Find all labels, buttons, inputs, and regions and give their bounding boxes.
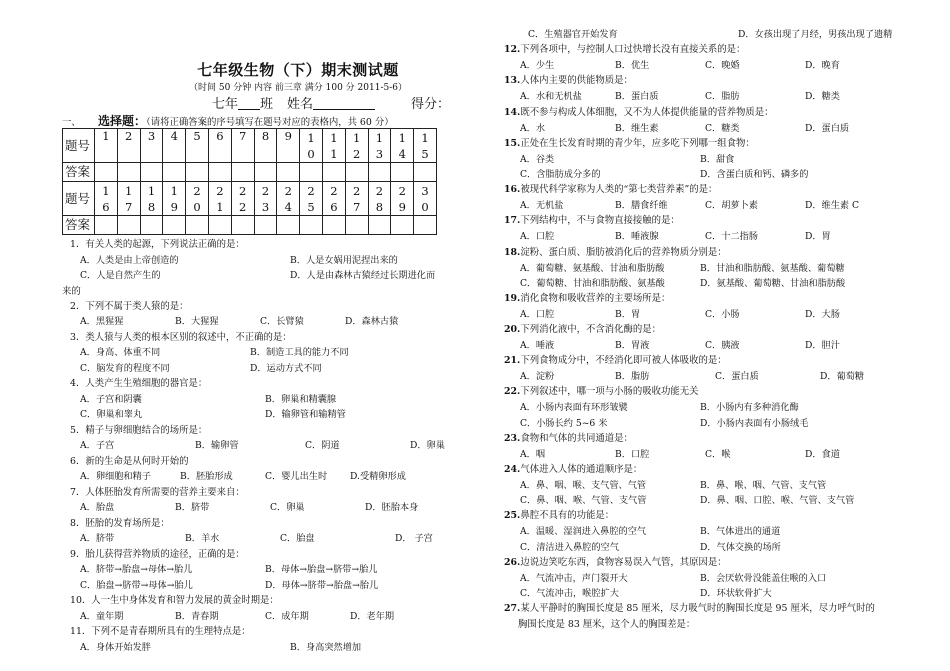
class-blank[interactable] (238, 97, 260, 110)
answer-option: D．维生素 C (805, 200, 860, 212)
question-number: 18. (504, 246, 521, 258)
question-options (62, 345, 474, 361)
answer-option: D．老年期 (350, 610, 395, 622)
question-stem: 10．人一生中身体发育和智力发展的黄金时期是： (70, 595, 279, 606)
question-number-cell: 3 (140, 129, 163, 163)
answer-option: B．胚胎形成 (180, 471, 233, 482)
question-number: 22. (504, 386, 521, 398)
question-stem (504, 136, 896, 152)
answer-cell[interactable] (414, 216, 437, 235)
answer-option: B．优生 (615, 60, 650, 72)
answer-option: D．输卵管和输精管 (265, 409, 346, 420)
answer-option: B．羊水 (185, 533, 220, 544)
answer-option: A．葡萄糖、氨基酸、甘油和脂肪酸 (520, 262, 665, 274)
question-text: 气体进入人体的通道顺序是： (520, 464, 643, 475)
question-options (62, 407, 474, 423)
question-number-cell: 9 (277, 129, 300, 163)
question-number-cell: 5 (186, 129, 209, 163)
answer-option: B．脂肪 (615, 371, 650, 383)
answer-cell[interactable] (391, 163, 414, 182)
question-options (62, 361, 474, 377)
question-number: 27. (504, 603, 521, 615)
answer-option: D．糖类 (805, 91, 840, 103)
question-stem: 6．新的生命是从何时开始的 (70, 455, 189, 467)
question-options (504, 167, 896, 182)
answer-cell[interactable] (368, 163, 391, 182)
question-number: 20. (504, 324, 521, 336)
answer-option: C．人是自然产生的 (80, 270, 161, 281)
score-label: 得分： (411, 97, 451, 112)
class-suffix: 班 (260, 97, 274, 112)
question-options (62, 500, 474, 516)
answer-option: A．小肠内表面有环形皱襞 (520, 402, 628, 414)
question-text: 下列食物成分中，不经消化即可被人体吸收的是： (520, 355, 727, 367)
question-number-cell: 2 8 (368, 182, 391, 216)
answer-option: B．小肠内有多种消化酶 (700, 402, 799, 414)
answer-cell[interactable] (208, 216, 231, 235)
question-number-cell: 2 (117, 129, 140, 163)
answer-option: A．子宫 (80, 440, 115, 451)
answer-option: A．胎盘 (80, 502, 115, 513)
question-options (62, 609, 474, 625)
student-info-line (62, 95, 474, 114)
answer-cell[interactable] (300, 163, 323, 182)
question-options (62, 314, 474, 330)
question-options (504, 416, 896, 431)
answer-table (62, 128, 437, 235)
question-number: 26. (504, 556, 521, 568)
answer-option: A．唾液 (520, 340, 555, 352)
answer-option: C．生殖器官开始发育 (528, 29, 618, 40)
question-stem (504, 182, 896, 198)
question-stem: 5．精子与卵细胞结合的场所是： (70, 424, 208, 436)
question-options (504, 478, 896, 493)
section-instruction: （请将正确答案的序号填写在题号对应的表格内，共 60 分） (146, 117, 394, 128)
question-number-cell: 1 8 (140, 182, 163, 216)
question-text: 下列消化液中，不含消化酶的是： (520, 324, 661, 336)
answer-option: B．维生素 (615, 122, 659, 134)
answer-label: 答案 (63, 163, 95, 182)
answer-option: D．鼻、咽、口腔、喉、气管、支气管 (700, 495, 855, 507)
answer-option: A．口腔 (520, 308, 555, 320)
question-options (62, 469, 474, 485)
question-options (504, 198, 896, 213)
question-options (504, 58, 896, 73)
class-prefix: 七年 (212, 97, 239, 112)
question-options (62, 438, 474, 454)
answer-option: D．胆汁 (805, 340, 840, 352)
question-text: 下列结构中，不与食物直接接触的是： (520, 215, 680, 227)
answer-option: C．糖类 (705, 122, 740, 134)
question-stem (504, 322, 896, 338)
answer-option: B．制造工具的能力不同 (250, 347, 349, 358)
answer-option: B．会厌软骨没能盖住喉的入口 (700, 572, 827, 584)
question-number-cell: 1 3 (368, 129, 391, 163)
answer-option: B．脐带 (175, 502, 210, 513)
answer-cell[interactable] (186, 163, 209, 182)
question-options (504, 121, 896, 136)
answer-cell[interactable] (322, 216, 345, 235)
question-number-cell: 2 7 (345, 182, 368, 216)
right-question-list (504, 42, 896, 617)
left-column (62, 58, 474, 655)
question-number-cell: 2 1 (208, 182, 231, 216)
page-title: 七年级生物（下）期末测试题 (197, 61, 399, 79)
answer-option: C．长臂猿 (260, 316, 304, 327)
answer-option: C．成年期 (265, 610, 309, 622)
answer-option: C．卵巢 (270, 502, 305, 513)
answer-option: A．温暖、湿润进入鼻腔的空气 (520, 526, 647, 538)
question-options (504, 307, 896, 322)
answer-cell[interactable] (300, 216, 323, 235)
question-stem (504, 384, 896, 400)
question-text: 下列各项中，与控制人口过快增长没有直接关系的是： (520, 44, 746, 56)
answer-option: B．膳食纤维 (615, 200, 668, 212)
question-number: 17. (504, 215, 521, 227)
question-number: 21. (504, 355, 521, 367)
answer-option: C．气流冲击，喉腔扩大 (520, 587, 619, 599)
answer-cell[interactable] (208, 163, 231, 182)
answer-option: A．气流冲击，声门裂开大 (520, 572, 628, 584)
question-stem: 8．胚胎的发育场所是： (70, 517, 170, 529)
answer-option: D.受精卵形成 (350, 471, 406, 482)
answer-option: A．咽 (520, 448, 546, 460)
answer-cell[interactable] (95, 216, 118, 235)
question-number-cell: 1 7 (117, 182, 140, 216)
question-number: 25. (504, 510, 521, 522)
question-stem: 9．胎儿获得营养物质的途径，正确的是： (70, 548, 245, 560)
answer-option: A．鼻、咽、喉、支气管、气管 (520, 480, 647, 491)
answer-cell[interactable] (277, 163, 300, 182)
answer-cell[interactable] (140, 216, 163, 235)
question-stem (504, 105, 896, 121)
answer-option: A．卵细胞和精子 (80, 471, 151, 482)
answer-option: A．口腔 (520, 231, 555, 243)
answer-option: C．喉 (705, 448, 731, 460)
answer-option: D．胃 (805, 231, 831, 243)
question-stem: 2．下列不属于类人猿的是： (70, 300, 189, 312)
question-number: 12. (504, 44, 521, 56)
answer-option: C．胎盘 (280, 533, 315, 544)
answer-option: A．脐带 (80, 533, 115, 544)
answer-option: B．甜食 (700, 153, 735, 165)
answer-option: C．晚婚 (705, 60, 740, 72)
question-number: 19. (504, 292, 521, 304)
question-text: 边说边笑吃东西，食物容易误入气管，其原因是： (520, 556, 727, 568)
question-number-cell: 1 4 (391, 129, 414, 163)
answer-cell[interactable] (322, 163, 345, 182)
question-options (62, 562, 474, 578)
question-text: 正处在生长发育时期的青少年，应多吃下列哪一组食物： (520, 137, 755, 149)
question-options (62, 253, 474, 269)
question-options (504, 540, 896, 555)
question-number: 13. (504, 75, 521, 87)
answer-cell[interactable] (414, 163, 437, 182)
answer-option: D．晚育 (805, 60, 840, 72)
answer-cell[interactable] (117, 163, 140, 182)
question-options (504, 400, 896, 415)
question-number-label: 题号 (63, 182, 95, 216)
answer-option: A．身体开始发胖 (80, 641, 151, 653)
answer-option: B．甘油和脂肪酸、氨基酸、葡萄糖 (700, 262, 845, 274)
answer-cell[interactable] (345, 216, 368, 235)
question-text: 消化食物和吸收营养的主要场所是： (520, 292, 671, 304)
question-options (504, 338, 896, 353)
answer-option: D．含蛋白质和钙、磷多的 (700, 168, 809, 180)
answer-option: D．小肠内表面有小肠绒毛 (700, 417, 809, 429)
answer-option: C．胎盘→脐带→母体→胎儿 (80, 579, 193, 591)
question-number-cell: 7 (231, 129, 254, 163)
question-options (62, 578, 474, 594)
question-number-cell: 3 0 (414, 182, 437, 216)
question-text: 下列叙述中，哪一项与小肠的吸收功能无关 (520, 386, 699, 398)
question-stem (504, 555, 896, 571)
question-stem (504, 213, 896, 229)
question-stem (504, 353, 896, 369)
answer-option: B．身高突然增加 (290, 641, 362, 653)
answer-option: A．无机盐 (520, 200, 564, 212)
question-options (504, 261, 896, 276)
answer-cell[interactable] (163, 216, 186, 235)
answer-option: B．输卵管 (195, 440, 239, 451)
answer-option: A．少生 (520, 60, 555, 72)
question-stem: 1．有关人类的起源，下列说法正确的是： (70, 239, 245, 250)
answer-option: A．脐带→胎盘→母体→胎儿 (80, 564, 193, 575)
answer-option: B．大猩猩 (175, 316, 219, 327)
answer-option: C．鼻、咽、喉、气管、支气管 (520, 495, 647, 507)
question-stem (504, 245, 896, 261)
answer-option: C．阴道 (305, 440, 340, 451)
answer-option: C．胰液 (705, 340, 740, 352)
answer-option: A．谷类 (520, 153, 555, 165)
question-options (504, 276, 896, 291)
answer-option: C．葡萄糖、甘油和脂肪酸、氨基酸 (520, 277, 665, 289)
answer-option: B．母体→胎盘→脐带→胎儿 (265, 564, 378, 575)
answer-option: C．脂肪 (705, 91, 740, 103)
question-stem (504, 462, 896, 478)
question-number-cell: 8 (254, 129, 277, 163)
question-options (62, 531, 474, 547)
answer-option: D．母体→脐带→胎盘→胎儿 (265, 579, 379, 591)
answer-option: C．十二指肠 (705, 231, 758, 243)
question-number-cell: 1 5 (414, 129, 437, 163)
question-text: 人体内主要的供能物质是： (520, 75, 633, 87)
name-label: 姓名 (287, 97, 314, 112)
answer-option: C．含脂肪成分多的 (520, 168, 601, 180)
answer-option: B．蛋白质 (615, 91, 659, 103)
right-column (504, 27, 896, 632)
question-number-cell: 2 4 (277, 182, 300, 216)
answer-option: B．鼻、喉、咽、气管、支气管 (700, 480, 827, 491)
answer-option: C．清洁进入鼻腔的空气 (520, 541, 619, 553)
answer-option: A．淀粉 (520, 371, 555, 383)
question-stem (504, 508, 896, 524)
answer-option: D．蛋白质 (805, 122, 850, 134)
question-options (62, 268, 474, 284)
answer-option: C．小肠长约 5~6 米 (520, 417, 608, 429)
question-options (504, 152, 896, 167)
answer-option: A．水 (520, 122, 546, 134)
question-text: 既不参与构成人体细胞，又不为人体提供能量的营养物质是： (520, 106, 774, 118)
answer-cell[interactable] (140, 163, 163, 182)
answer-option: B．胃液 (615, 340, 650, 352)
question-text: 鼻腔不具有的功能是： (520, 510, 615, 522)
question-stem: 3．类人猿与人类的根本区别的叙述中，不正确的是： (70, 331, 292, 343)
question-stem: 4．人类产生生殖细胞的器官是： (70, 378, 208, 389)
answer-option: B．胃 (615, 308, 641, 320)
answer-option: B．卵巢和精囊腺 (265, 393, 337, 405)
answer-cell[interactable] (163, 163, 186, 182)
answer-option: D．大肠 (805, 308, 840, 320)
answer-option: B．青春期 (175, 610, 219, 622)
question-stem (504, 431, 896, 447)
answer-option: B．口腔 (615, 448, 650, 460)
question-options (504, 447, 896, 462)
answer-option: B．人是女娲用泥捏出来的 (290, 254, 398, 266)
answer-option: C．蛋白质 (715, 371, 759, 383)
answer-option: B．气体进出的通道 (700, 526, 781, 538)
answer-option: C．胡萝卜素 (705, 200, 758, 212)
answer-option: D．葡萄糖 (820, 371, 865, 383)
answer-option: D．森林古猿 (345, 316, 399, 327)
answer-option: D．胚胎本身 (365, 502, 419, 513)
answer-option: D．人是由森林古猿经过长期进化而 (290, 270, 436, 281)
question-number-cell: 4 (163, 129, 186, 163)
answer-cell[interactable] (277, 216, 300, 235)
question-text: 淀粉、蛋白质、脂肪被消化后的营养物质分别是： (520, 246, 727, 258)
name-blank[interactable] (313, 97, 375, 110)
question-number-cell: 1 1 (322, 129, 345, 163)
answer-option: D．运动方式不同 (250, 362, 322, 374)
answer-option: A．人类是由上帝创造的 (80, 254, 179, 266)
question-stem: 11．下列不是青春期所具有的生理特点是： (70, 626, 251, 637)
answer-option: C．脑发育的程度不同 (80, 362, 170, 374)
question-options (62, 640, 474, 656)
answer-option: D．环状软骨扩大 (700, 587, 772, 599)
answer-option: A．身高、体重不同 (80, 347, 161, 358)
answer-cell[interactable] (254, 163, 277, 182)
question-number-cell: 6 (208, 129, 231, 163)
question-text: 食物和气体的共同通道是： (520, 432, 633, 444)
section-title: 选择题： (98, 114, 147, 128)
answer-cell[interactable] (345, 163, 368, 182)
left-question-list (62, 237, 474, 655)
q11-options-cont (504, 27, 896, 42)
answer-option: D．气体交换的场所 (700, 541, 781, 553)
question-options (504, 89, 896, 104)
question-stem (504, 291, 896, 307)
question-text: 被现代科学家称为人类的“第七类营养素”的是： (520, 184, 718, 196)
question-stem: 7．人体胚胎发育所需要的营养主要来自： (70, 486, 245, 498)
question-number-cell: 1 9 (163, 182, 186, 216)
answer-cell[interactable] (368, 216, 391, 235)
question-number: 24. (504, 464, 521, 475)
question-number-cell: 2 2 (231, 182, 254, 216)
answer-option: A．水和无机盐 (520, 91, 582, 103)
question-text: 某人平静时的胸围长度是 85 厘米，尽力吸气时的胸围长度是 95 厘米，尽力呼气时的 (520, 603, 875, 615)
answer-option: A．子宫和阴囊 (80, 393, 142, 405)
answer-option: D．女孩出现了月经，男孩出现了遗精 (738, 29, 893, 40)
question-number: 15. (504, 137, 521, 149)
question-options (504, 524, 896, 539)
answer-option: A．童年期 (80, 610, 124, 622)
question-number-cell: 1 2 (345, 129, 368, 163)
question-number-cell: 1 0 (300, 129, 323, 163)
question-stem (504, 73, 896, 89)
answer-cell[interactable] (186, 216, 209, 235)
question-options (504, 571, 896, 586)
question-options (504, 493, 896, 508)
question-options (62, 392, 474, 408)
exam-info: （时间 50 分钟 内容 前三章 满分 100 分 2011-5-6） (189, 83, 407, 93)
answer-option: C．婴儿出生时 (265, 471, 328, 482)
q27-continuation: 胸围长度是 83 厘米，这个人的胸围差是： (518, 619, 696, 631)
question-number-cell: 2 5 (300, 182, 323, 216)
question-number-label: 题号 (63, 129, 95, 163)
answer-option: B．唾液腺 (615, 231, 659, 243)
question-number: 16. (504, 184, 521, 196)
question-number: 23. (504, 432, 521, 444)
question-number-cell: 2 3 (254, 182, 277, 216)
answer-label: 答案 (63, 216, 95, 235)
answer-cell[interactable] (95, 163, 118, 182)
answer-option: D． 子宫 (395, 533, 433, 544)
answer-option: D．氨基酸、葡萄糖、甘油和脂肪酸 (700, 277, 846, 289)
question-number-cell: 1 (95, 129, 118, 163)
question-stem (504, 42, 896, 58)
answer-option: C．卵巢和睾丸 (80, 409, 143, 420)
question-options (504, 369, 896, 384)
question-stem (504, 601, 896, 617)
section-heading: 一、 选择题：（请将正确答案的序号填写在题号对应的表格内，共 60 分） (62, 114, 394, 128)
question-number-cell: 2 0 (186, 182, 209, 216)
answer-cell[interactable] (391, 216, 414, 235)
answer-option: D．卵巢 (410, 440, 445, 451)
question-number-cell: 1 6 (95, 182, 118, 216)
answer-option: A．黑猩猩 (80, 316, 124, 327)
answer-cell[interactable] (231, 216, 254, 235)
answer-option: D．食道 (805, 448, 840, 460)
answer-cell[interactable] (254, 216, 277, 235)
answer-cell[interactable] (231, 163, 254, 182)
question-number: 14. (504, 106, 521, 118)
question-options (504, 586, 896, 601)
question-number-cell: 2 6 (322, 182, 345, 216)
option-continuation: 来的 (62, 285, 81, 297)
question-options (504, 229, 896, 244)
answer-cell[interactable] (117, 216, 140, 235)
answer-option: C．小肠 (705, 308, 740, 320)
question-number-cell: 2 9 (391, 182, 414, 216)
